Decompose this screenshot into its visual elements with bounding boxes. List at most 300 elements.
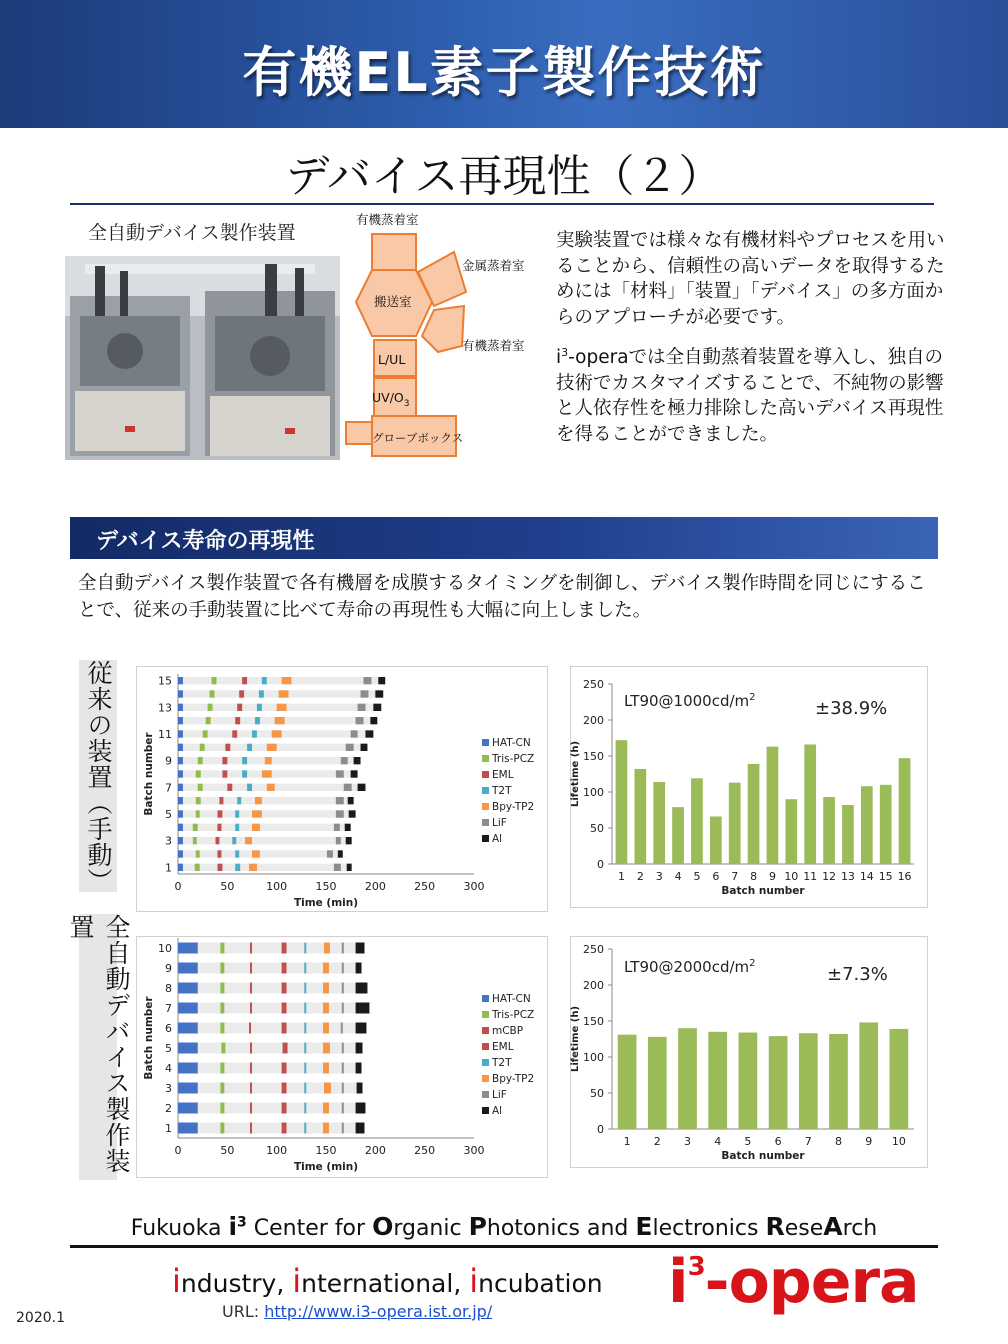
lifetime-bar <box>748 764 760 864</box>
batch-track <box>178 1063 362 1074</box>
layer-segment <box>342 963 344 974</box>
x-tick-label: 9 <box>768 870 776 883</box>
batch-track <box>178 1123 364 1134</box>
batch-track <box>178 824 351 831</box>
layer-segment <box>365 730 373 737</box>
y-tick-label: 2 <box>165 1102 172 1115</box>
layer-segment <box>275 717 285 724</box>
layer-segment <box>196 810 200 817</box>
lifetime-bar <box>710 816 722 864</box>
layer-segment <box>178 824 183 831</box>
batch-track <box>178 1083 363 1094</box>
layer-segment <box>267 744 277 751</box>
layer-segment <box>342 983 344 994</box>
legend-label: LiF <box>492 817 507 829</box>
layer-segment <box>356 1123 365 1134</box>
manual-lifetime-chart <box>570 666 926 906</box>
lifetime-bar <box>859 1022 878 1129</box>
layer-segment <box>347 864 352 871</box>
legend-label: Bpy-TP2 <box>492 801 535 813</box>
layer-segment <box>348 797 354 804</box>
layer-segment <box>196 797 201 804</box>
lifetime-bar <box>648 1037 667 1129</box>
layer-segment <box>217 850 221 857</box>
x-tick-label: 15 <box>878 870 893 883</box>
x-tick-label: 3 <box>684 1135 691 1148</box>
layer-segment <box>267 784 275 791</box>
batch-track <box>178 1003 369 1014</box>
y-tick-label: 100 <box>583 1051 604 1064</box>
layer-segment <box>250 1063 252 1074</box>
layer-segment <box>222 770 227 777</box>
page-title: 有機EL素子製作技術 <box>242 41 766 104</box>
layer-segment <box>242 770 247 777</box>
chart-annotation: $LT90@2000cd/m^2$ <box>624 958 756 976</box>
x-tick-label: 9 <box>865 1135 873 1148</box>
layer-segment <box>304 943 306 954</box>
layer-segment <box>356 943 365 954</box>
lifetime-bar <box>708 1032 727 1129</box>
x-axis-title: Batch number <box>721 1150 805 1162</box>
y-tick-label: 150 <box>583 750 604 763</box>
x-tick-label: 7 <box>804 1135 812 1148</box>
layer-segment <box>283 1043 288 1054</box>
layer-segment <box>193 837 197 844</box>
layer-segment <box>178 717 183 724</box>
layer-segment <box>217 810 222 817</box>
layer-segment <box>250 1003 252 1014</box>
layer-segment <box>334 864 341 871</box>
layer-segment <box>282 943 287 954</box>
layer-segment <box>356 717 364 724</box>
issue-date: 2020.1 <box>16 1310 65 1326</box>
x-axis-title: Time (min) <box>293 1161 359 1173</box>
y-axis-title: Lifetime (h) <box>570 1005 581 1073</box>
layer-segment <box>178 770 183 777</box>
layer-segment <box>356 1063 362 1074</box>
y-tick-label: 3 <box>165 1082 172 1095</box>
layer-segment <box>178 837 183 844</box>
photo-caption: 全自動デバイス製作装置 <box>88 222 296 244</box>
layer-segment <box>282 1003 287 1014</box>
x-tick-label: 12 <box>822 870 837 883</box>
legend-swatch <box>482 771 489 778</box>
layer-segment <box>277 704 287 711</box>
section-title: デバイス寿命の再現性 <box>96 529 315 554</box>
layer-segment <box>304 963 306 974</box>
lifetime-bar <box>672 807 684 864</box>
layer-segment <box>324 1083 331 1094</box>
layer-segment <box>375 690 383 697</box>
legend-swatch <box>482 1027 489 1034</box>
layer-segment <box>200 744 205 751</box>
layer-segment <box>304 983 306 994</box>
batch-track <box>178 963 362 974</box>
layer-segment <box>336 770 344 777</box>
glovebox-left-box <box>346 422 372 444</box>
layer-segment <box>178 757 183 764</box>
layer-segment <box>178 677 183 684</box>
layer-segment <box>237 704 242 711</box>
layer-segment <box>250 1103 252 1114</box>
x-tick-label: 50 <box>220 880 235 893</box>
layer-segment <box>235 864 240 871</box>
x-tick-label: 0 <box>174 880 182 893</box>
layer-segment <box>178 690 183 697</box>
layer-segment <box>323 1063 329 1074</box>
layer-segment <box>334 824 340 831</box>
legend-swatch <box>482 1075 489 1082</box>
layer-segment <box>262 770 272 777</box>
layer-segment <box>245 837 252 844</box>
layer-segment <box>212 677 217 684</box>
legend-swatch <box>482 1091 489 1098</box>
x-tick-label: 8 <box>750 870 758 883</box>
legend-label: EML <box>492 1041 514 1053</box>
legend-swatch <box>482 803 489 810</box>
auto-lifetime-chart <box>570 936 926 1166</box>
equipment-photo <box>65 256 340 460</box>
layer-segment <box>282 1083 287 1094</box>
y-tick-label: 7 <box>165 781 172 795</box>
y-tick-label: 50 <box>590 1087 604 1100</box>
lifetime-bar <box>890 1029 909 1129</box>
layer-segment <box>358 704 366 711</box>
y-axis-title: Batch number <box>143 732 155 816</box>
layer-segment <box>250 1083 252 1094</box>
layer-segment <box>342 1103 344 1114</box>
layer-segment <box>178 850 183 857</box>
layer-segment <box>342 1043 344 1054</box>
layer-segment <box>203 730 208 737</box>
x-tick-label: 200 <box>364 1144 386 1157</box>
legend-swatch <box>482 995 489 1002</box>
layer-segment <box>178 864 183 871</box>
x-tick-label: 6 <box>712 870 720 883</box>
lifetime-bar <box>880 785 892 864</box>
layer-segment <box>178 810 183 817</box>
lifetime-bar <box>618 1035 637 1129</box>
layer-segment <box>304 1023 306 1034</box>
layer-segment <box>242 757 247 764</box>
layer-segment <box>195 864 200 871</box>
layer-segment <box>259 690 264 697</box>
layer-segment <box>338 850 343 857</box>
auto-timeline-chart <box>136 936 546 1176</box>
layer-segment <box>356 1043 363 1054</box>
layer-segment <box>178 704 183 711</box>
lifetime-bar <box>785 799 797 864</box>
layer-segment <box>378 677 385 684</box>
layer-segment <box>282 677 292 684</box>
y-tick-label: 15 <box>158 674 172 688</box>
layer-segment <box>196 770 201 777</box>
layer-segment <box>232 837 236 844</box>
layer-segment <box>178 797 183 804</box>
layer-segment <box>323 1043 330 1054</box>
layer-segment <box>220 1063 224 1074</box>
layer-segment <box>282 1063 287 1074</box>
batch-track <box>178 943 364 954</box>
layer-segment <box>373 704 381 711</box>
lifetime-bar <box>616 740 628 864</box>
y-tick-label: 10 <box>158 942 172 955</box>
auto-equipment-label: 全自動デバイス製作装置 <box>79 914 117 1180</box>
legend-swatch <box>482 819 489 826</box>
layer-segment <box>210 690 215 697</box>
layer-segment <box>304 1103 306 1114</box>
layer-segment <box>255 797 262 804</box>
x-tick-label: 3 <box>655 870 663 883</box>
layer-segment <box>178 730 183 737</box>
x-tick-label: 150 <box>315 880 337 893</box>
layer-segment <box>349 810 356 817</box>
x-tick-label: 1 <box>623 1135 631 1148</box>
y-tick-label: 100 <box>583 786 604 799</box>
x-tick-label: 300 <box>463 1144 485 1157</box>
lifetime-bar <box>729 783 741 864</box>
layer-segment <box>255 717 260 724</box>
chart-annotation: $LT90@1000cd/m^2$ <box>624 692 756 710</box>
y-tick-label: 1 <box>165 1122 172 1135</box>
layer-segment <box>361 744 368 751</box>
y-tick-label: 5 <box>165 1042 172 1055</box>
layer-segment <box>242 677 247 684</box>
layer-segment <box>198 784 203 791</box>
website-link[interactable]: http://www.i3-opera.ist.or.jp/ <box>264 1302 493 1321</box>
layer-segment <box>344 784 352 791</box>
legend-swatch <box>482 1059 489 1066</box>
batch-track <box>178 837 352 844</box>
layer-segment <box>178 1063 198 1074</box>
organic-chamber-2-shape <box>422 306 464 352</box>
layer-segment <box>217 864 222 871</box>
layer-segment <box>279 690 289 697</box>
page-subtitle: デバイス再現性（２） <box>285 151 723 202</box>
y-tick-label: 250 <box>583 943 604 956</box>
layer-segment <box>178 744 183 751</box>
batch-track <box>178 797 354 804</box>
lifetime-bar <box>804 744 816 864</box>
y-tick-label: 50 <box>590 822 604 835</box>
layer-segment <box>304 1083 306 1094</box>
layer-segment <box>250 1043 252 1054</box>
y-tick-label: 7 <box>165 1002 172 1015</box>
layer-segment <box>346 837 352 844</box>
x-tick-label: 250 <box>414 880 436 893</box>
uvo3-label: $UV/O_3$ <box>372 390 410 409</box>
layer-segment <box>250 943 252 954</box>
glovebox-label: グローブボックス <box>372 431 464 445</box>
layer-segment <box>342 1063 344 1074</box>
layer-segment <box>345 824 351 831</box>
legend-swatch <box>482 1107 489 1114</box>
x-tick-label: 2 <box>636 870 644 883</box>
legend-swatch <box>482 1043 489 1050</box>
layer-segment <box>178 1103 198 1114</box>
batch-track <box>178 1023 366 1034</box>
layer-segment <box>227 784 232 791</box>
layer-segment <box>323 1003 329 1014</box>
x-tick-label: 300 <box>463 880 485 893</box>
layer-segment <box>354 757 361 764</box>
layer-segment <box>217 824 221 831</box>
legend-label: T2T <box>492 1057 512 1069</box>
y-tick-label: 6 <box>165 1022 172 1035</box>
x-tick-label: 4 <box>674 870 682 883</box>
lifetime-bar <box>678 1028 697 1129</box>
layer-segment <box>178 943 198 954</box>
layer-segment <box>220 943 224 954</box>
batch-track <box>178 864 352 871</box>
layer-segment <box>178 1083 198 1094</box>
y-tick-label: 8 <box>165 982 172 995</box>
layer-segment <box>178 1123 198 1134</box>
layer-segment <box>221 1043 225 1054</box>
batch-track <box>178 983 367 994</box>
y-tick-label: 9 <box>165 754 172 768</box>
x-tick-label: 100 <box>266 1144 288 1157</box>
chamber-layout-diagram <box>342 206 552 466</box>
y-tick-label: 0 <box>597 858 604 871</box>
layer-segment <box>198 757 203 764</box>
layer-segment <box>363 677 371 684</box>
layer-segment <box>235 717 240 724</box>
x-tick-label: 14 <box>859 870 874 883</box>
layer-segment <box>220 1083 224 1094</box>
layer-segment <box>232 730 237 737</box>
y-axis-title: Lifetime (h) <box>570 740 581 808</box>
layer-segment <box>282 983 287 994</box>
layer-segment <box>235 810 239 817</box>
layer-segment <box>235 824 239 831</box>
metal-chamber-label: 金属蒸着室 <box>462 258 525 273</box>
x-tick-label: 2 <box>653 1135 661 1148</box>
legend-label: Al <box>492 1105 503 1117</box>
organic-chamber-1-label: 有機蒸着室 <box>356 212 419 227</box>
layer-segment <box>336 837 341 844</box>
x-tick-label: 4 <box>714 1135 722 1148</box>
layer-segment <box>265 757 272 764</box>
layer-segment <box>342 1123 344 1134</box>
lifetime-bar <box>769 1036 788 1129</box>
layer-segment <box>351 770 358 777</box>
layer-segment <box>361 690 369 697</box>
intro-paragraph-1: 実験装置では様々な有機材料やプロセスを用いることから、信頼性の高いデータを取得するためには「材料」「装置」「デバイス」の多方面からのアプローチが必要です。 <box>556 230 945 328</box>
lifetime-bar <box>899 758 911 864</box>
layer-segment <box>342 943 344 954</box>
batch-track <box>178 810 356 817</box>
y-tick-label: 3 <box>165 834 172 848</box>
layer-segment <box>252 810 262 817</box>
layer-segment <box>356 963 362 974</box>
transfer-chamber-label: 搬送室 <box>374 294 412 309</box>
layer-segment <box>250 963 252 974</box>
x-tick-label: 10 <box>891 1135 906 1148</box>
x-tick-label: 6 <box>774 1135 782 1148</box>
legend-label: Bpy-TP2 <box>492 1073 535 1085</box>
layer-segment <box>356 1023 367 1034</box>
layer-segment <box>252 824 260 831</box>
layer-segment <box>282 1123 287 1134</box>
x-tick-label: 150 <box>315 1144 337 1157</box>
layer-segment <box>220 983 224 994</box>
legend-label: EML <box>492 769 514 781</box>
lifetime-bar <box>829 1034 848 1129</box>
layer-segment <box>346 744 354 751</box>
layer-segment <box>196 850 200 857</box>
lifetime-bar <box>767 747 779 864</box>
x-tick-label: 250 <box>414 1144 436 1157</box>
layer-segment <box>193 824 198 831</box>
layer-segment <box>220 1003 224 1014</box>
y-tick-label: 150 <box>583 1015 604 1028</box>
lul-label: L/UL <box>378 352 406 367</box>
layer-segment <box>220 963 224 974</box>
layer-segment <box>341 757 348 764</box>
section-text: 全自動デバイス製作装置で各有機層を成膜するタイミングを制御し、デバイス製作時間を同じにすることで、従来の手動装置に比べて寿命の再現性も大幅に向上しました。 <box>78 573 926 621</box>
x-tick-label: 100 <box>266 880 288 893</box>
legend-label: T2T <box>492 785 512 797</box>
layer-segment <box>249 1023 251 1034</box>
legend-label: mCBP <box>492 1025 524 1037</box>
layer-segment <box>327 850 333 857</box>
x-tick-label: 8 <box>835 1135 842 1148</box>
manual-timeline-chart <box>136 666 546 910</box>
legend-label: Tris-PCZ <box>492 753 535 765</box>
legend-swatch <box>482 787 489 794</box>
layer-segment <box>250 1123 252 1134</box>
layer-segment <box>357 1083 363 1094</box>
layer-segment <box>323 1103 329 1114</box>
y-tick-label: 1 <box>165 861 172 875</box>
layer-segment <box>341 1023 343 1034</box>
lifetime-bar <box>799 1033 818 1129</box>
x-axis-title: Time (min) <box>293 897 359 909</box>
legend-swatch <box>482 755 489 762</box>
layer-segment <box>247 784 252 791</box>
legend-label: HAT-CN <box>492 737 531 749</box>
y-tick-label: 11 <box>158 728 172 741</box>
url-line: URL: http://www.i3-opera.ist.or.jp/ <box>222 1302 493 1321</box>
layer-segment <box>249 864 257 871</box>
legend-label: Al <box>492 833 503 845</box>
layer-segment <box>250 983 252 994</box>
lifetime-bar <box>653 782 665 864</box>
layer-segment <box>323 963 329 974</box>
layer-segment <box>323 1123 329 1134</box>
layer-segment <box>336 797 344 804</box>
layer-segment <box>235 850 239 857</box>
batch-track <box>178 850 343 857</box>
layer-segment <box>178 983 198 994</box>
legend-label: HAT-CN <box>492 993 531 1005</box>
layer-segment <box>178 963 198 974</box>
lifetime-bar <box>634 769 646 864</box>
x-tick-label: 5 <box>744 1135 752 1148</box>
layer-segment <box>220 1103 224 1114</box>
layer-segment <box>356 1003 370 1014</box>
x-axis-title: Batch number <box>721 885 805 897</box>
layer-segment <box>342 1003 344 1014</box>
layer-segment <box>358 784 366 791</box>
layer-segment <box>222 757 227 764</box>
lifetime-bar <box>861 786 873 864</box>
layer-segment <box>324 943 330 954</box>
layer-segment <box>225 744 230 751</box>
batch-track <box>178 1103 365 1114</box>
y-axis-title: Batch number <box>143 996 155 1080</box>
